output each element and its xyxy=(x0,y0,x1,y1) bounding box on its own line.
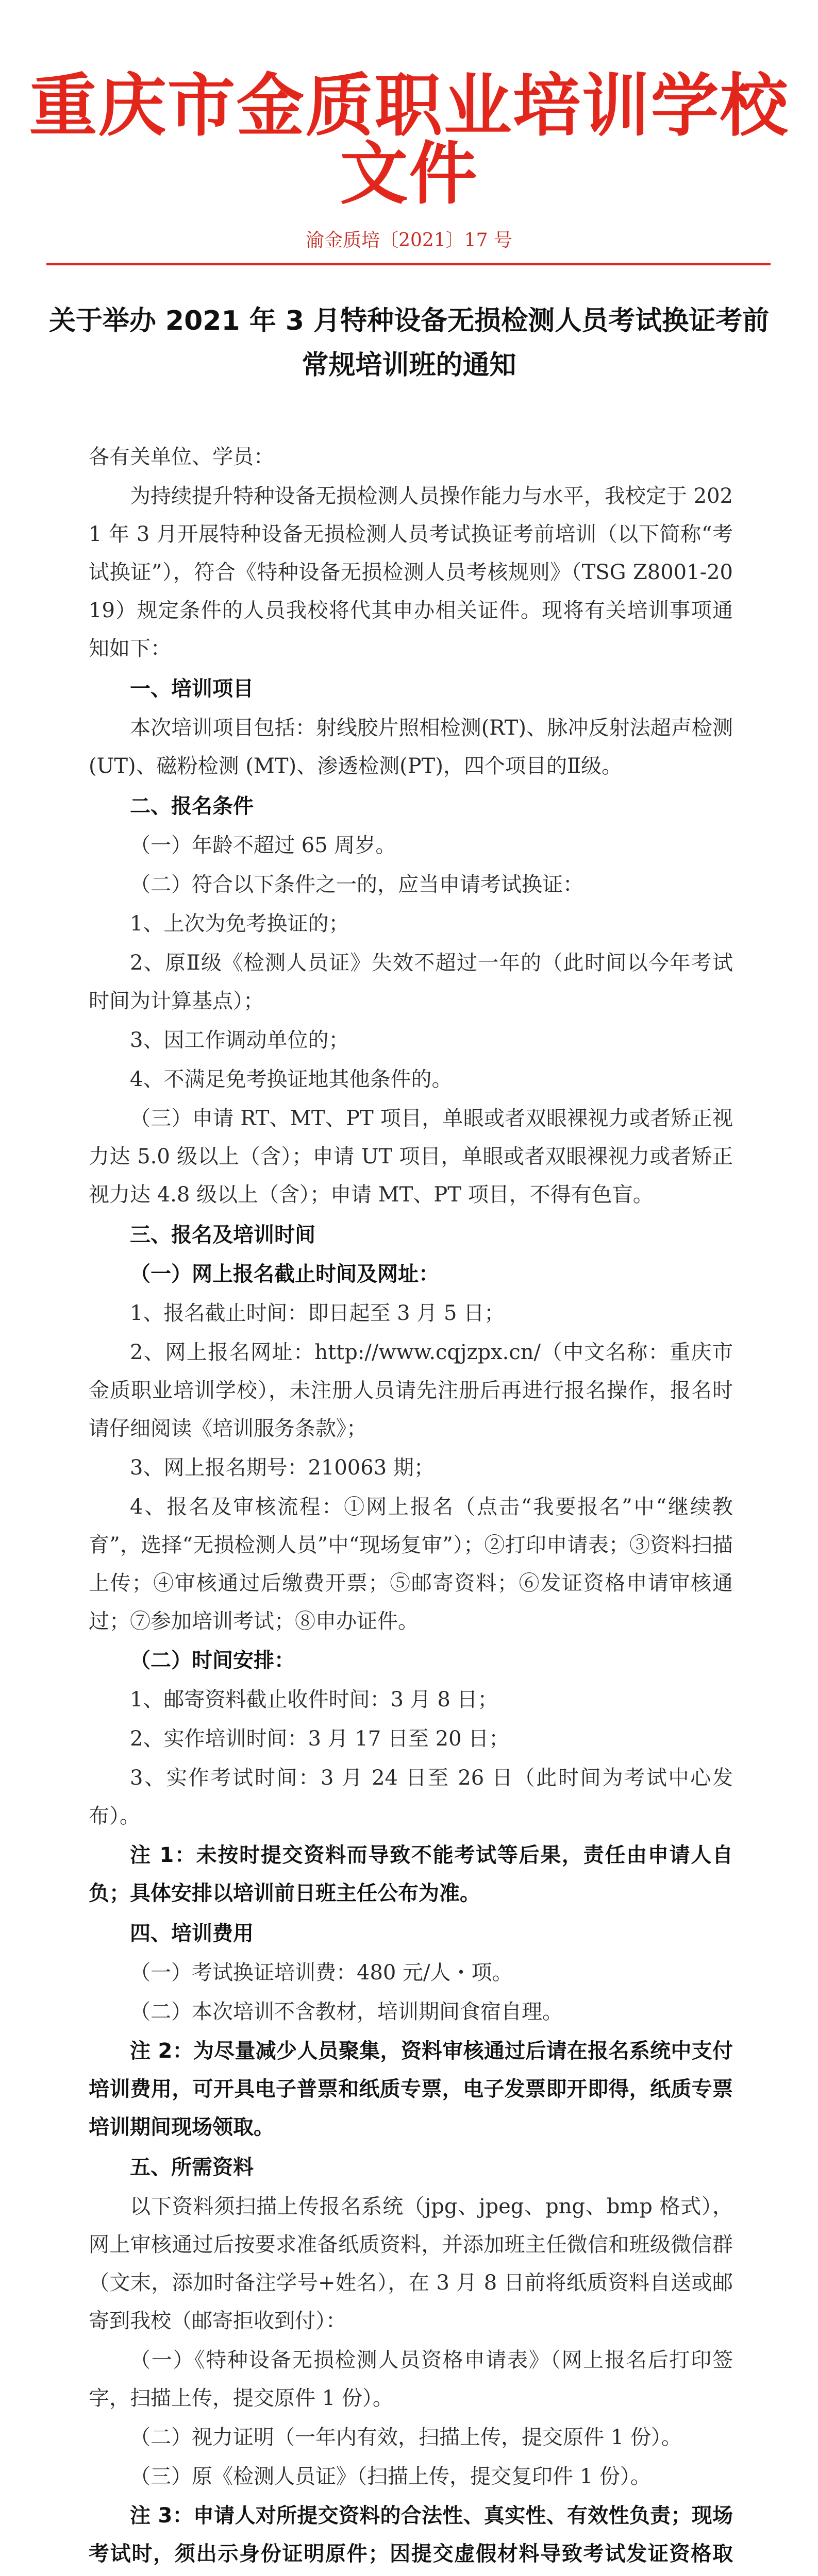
notice-note: 注 1：未按时提交资料而导致不能考试等后果，责任由申请人自负；具体安排以培训前日班主任公布为准。 xyxy=(89,1843,733,1905)
paragraph: 1、上次为免考换证的； xyxy=(130,912,349,936)
notice-title: 关于举办 2021 年 3 月特种设备无损检测人员考试换证考前常规培训班的通知 xyxy=(48,306,770,381)
paragraph: 2、网上报名网址：http://www.cqjzpx.cn/（中文名称：重庆市金质职业培训学校），未注册人员请先注册后再进行报名操作，报名时请仔细阅读《培训服务条款》； xyxy=(89,1341,733,1440)
section-heading: 四、培训费用 xyxy=(130,1922,254,1945)
section-heading: 一、培训项目 xyxy=(130,677,254,701)
paragraph: 1、邮寄资料截止收件时间：3 月 8 日； xyxy=(130,1688,498,1711)
paragraph: 4、不满足免考换证地其他条件的。 xyxy=(130,1067,453,1091)
paragraph: （二）本次培训不含教材，培训期间食宿自理。 xyxy=(130,2000,563,2024)
paragraph: （一）考试换证培训费：480 元/人・项。 xyxy=(130,1961,513,1985)
document-number: 渝金质培〔2021〕17 号 xyxy=(306,230,512,251)
section-heading: 三、报名及培训时间 xyxy=(130,1223,315,1247)
paragraph: （一）网上报名截止时间及网址： xyxy=(130,1262,439,1286)
paragraph: 4、报名及审核流程：①网上报名（点击“我要报名”中“继续教育”，选择“无损检测人员”中“现场复审”）；②打印申请表；③资料扫描上传；④审核通过后缴费开票；⑤邮寄资料；⑥发证资格申请审核通过；⑦参加培训考试；⑧申办证件。 xyxy=(89,1495,733,1633)
paragraph: 2、实作培训时间：3 月 17 日至 20 日； xyxy=(130,1727,510,1751)
paragraph: 为持续提升特种设备无损检测人员操作能力与水平，我校定于 2021 年 3 月开展特种设备无损检测人员考试换证考前培训（以下简称“考试换证”），符合《特种设备无损检测人员考核规则》（TSG Z8001-2019）规定条件的人员我校将代其申办相关证件。现将有关培训事项通知如下： xyxy=(89,484,733,660)
notice-note: 注 2：为尽量减少人员聚集，资料审核通过后请在报名系统中支付培训费用，可开具电子普票和纸质专票，电子发票即开即得，纸质专票培训期间现场领取。 xyxy=(89,2039,733,2139)
section-heading: 二、报名条件 xyxy=(130,794,254,818)
paragraph: 本次培训项目包括：射线胶片照相检测(RT)、脉冲反射法超声检测 (UT)、磁粉检测 (MT)、渗透检测(PT)，四个项目的Ⅱ级。 xyxy=(89,716,733,778)
paragraph: 3、网上报名期号：210063 期； xyxy=(130,1456,435,1480)
paragraph: （三）原《检测人员证》（扫描上传，提交复印件 1 份）。 xyxy=(130,2465,651,2488)
notice-body xyxy=(89,438,733,2576)
paragraph: 2、原Ⅱ级《检测人员证》失效不超过一年的（此时间以今年考试时间为计算基点）； xyxy=(89,951,733,1013)
paragraph: （二）符合以下条件之一的，应当申请考试换证： xyxy=(130,873,583,896)
paragraph: 3、实作考试时间：3 月 24 日至 26 日（此时间为考试中心发布）。 xyxy=(89,1766,733,1828)
paragraph: （三）申请 RT、MT、PT 项目，单眼或者双眼裸视力或者矫正视力达 5.0 级以上（含）；申请 UT 项目，单眼或者双眼裸视力或者矫正视力达 4.8 级以上（含）；申请 MT、PT 项目，不得有色盲。 xyxy=(89,1107,733,1207)
paragraph: （二）视力证明（一年内有效，扫描上传，提交原件 1 份）。 xyxy=(130,2426,682,2449)
document-header-title: 重庆市金质职业培训学校文件 xyxy=(29,66,789,214)
paragraph: 1、报名截止时间：即日起至 3 月 5 日； xyxy=(130,1301,505,1325)
paragraph: 以下资料须扫描上传报名系统（jpg、jpeg、png、bmp 格式），网上审核通过后按要求准备纸质资料，并添加班主任微信和班级微信群（文末，添加时备注学号+姓名），在 3 月 8 日前将纸质资料自送或邮寄到我校（邮寄拒收到付）： xyxy=(89,2195,733,2333)
paragraph: （一）年龄不超过 65 周岁。 xyxy=(130,834,396,857)
header-red-divider xyxy=(46,263,771,265)
paragraph: （一）《特种设备无损检测人员资格申请表》（网上报名后打印签字，扫描上传，提交原件 1 份）。 xyxy=(89,2348,733,2410)
paragraph: 各有关单位、学员： xyxy=(89,445,274,469)
paragraph: （二）时间安排： xyxy=(130,1649,295,1672)
section-heading: 五、所需资料 xyxy=(130,2156,254,2179)
paragraph: 3、因工作调动单位的； xyxy=(130,1028,349,1052)
notice-note: 注 3：申请人对所提交资料的合法性、真实性、有效性负责；现场考试时，须出示身份证明原件；因提交虚假材料导致考试发证资格取 xyxy=(89,2504,733,2566)
